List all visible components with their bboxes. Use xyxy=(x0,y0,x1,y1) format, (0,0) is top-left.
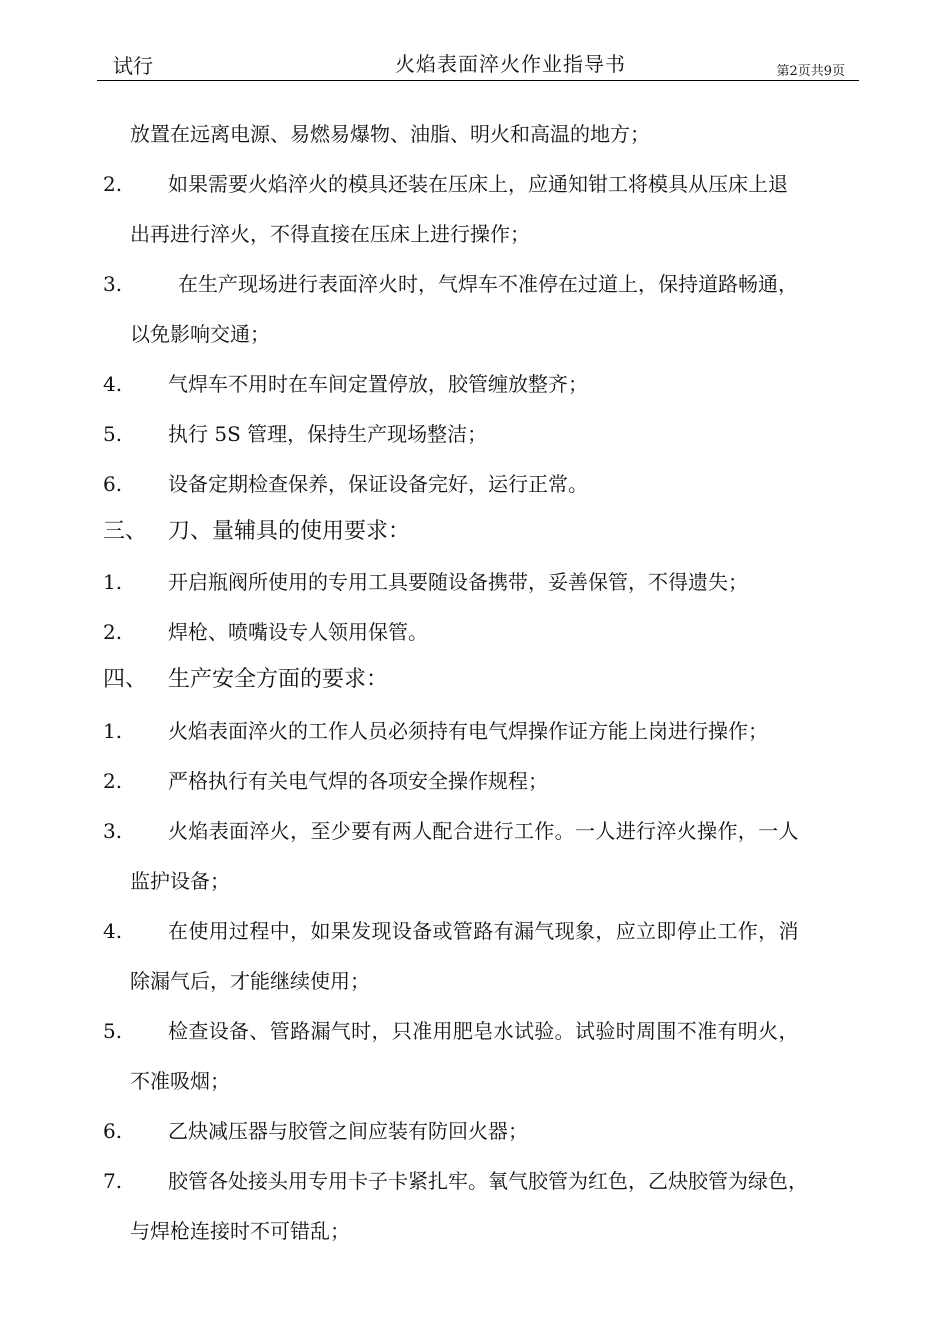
item-number: 1. xyxy=(103,570,123,594)
continuation-text: 除漏气后，才能继续使用； xyxy=(130,969,370,993)
continuation-text: 不准吸烟； xyxy=(130,1069,230,1093)
list-item xyxy=(0,364,950,404)
item-text: 火焰表面淬火的工作人员必须持有电气焊操作证方能上岗进行操作； xyxy=(168,719,768,743)
trial-label: 试行 xyxy=(113,54,153,78)
item-number: 6. xyxy=(103,1119,123,1143)
body-line xyxy=(0,1211,950,1251)
item-number: 4. xyxy=(103,919,123,943)
list-item xyxy=(0,164,950,204)
list-item xyxy=(0,911,950,951)
item-text: 如果需要火焰淬火的模具还装在压床上，应通知钳工将模具从压床上退 xyxy=(168,172,788,196)
item-text: 执行 5S 管理，保持生产现场整洁； xyxy=(168,422,488,446)
item-number: 3. xyxy=(103,272,123,296)
item-text: 严格执行有关电气焊的各项安全操作规程； xyxy=(168,769,548,793)
item-number: 4. xyxy=(103,372,123,396)
body-line xyxy=(0,114,950,154)
page-header xyxy=(97,44,859,81)
list-item xyxy=(0,464,950,504)
continuation-text: 以免影响交通； xyxy=(130,322,270,346)
item-number: 5. xyxy=(103,422,123,446)
item-number: 5. xyxy=(103,1019,123,1043)
document-title: 火焰表面淬火作业指导书 xyxy=(395,52,626,76)
body-line xyxy=(0,214,950,254)
continuation-text: 监护设备； xyxy=(130,869,230,893)
continuation-text: 出再进行淬火，不得直接在压床上进行操作； xyxy=(130,222,530,246)
item-number: 2. xyxy=(103,172,123,196)
page-number: 第2页共9页 xyxy=(776,64,845,79)
section-title: 生产安全方面的要求： xyxy=(168,667,389,692)
body-line xyxy=(0,861,950,901)
section-number: 四、 xyxy=(103,667,148,692)
body-line xyxy=(0,961,950,1001)
body-line xyxy=(0,1061,950,1101)
item-text: 乙炔减压器与胶管之间应装有防回火器； xyxy=(168,1119,528,1143)
list-item xyxy=(0,761,950,801)
item-number: 3. xyxy=(103,819,123,843)
continuation-text: 放置在远离电源、易燃易爆物、油脂、明火和高温的地方； xyxy=(130,122,650,146)
list-item xyxy=(0,711,950,751)
section-heading xyxy=(0,512,950,552)
item-text: 焊枪、喷嘴设专人领用保管。 xyxy=(168,620,428,644)
section-number: 三、 xyxy=(103,519,148,544)
continuation-text: 与焊枪连接时不可错乱； xyxy=(130,1219,350,1243)
item-number: 2. xyxy=(103,769,123,793)
body-line xyxy=(0,314,950,354)
item-text: 在使用过程中，如果发现设备或管路有漏气现象，应立即停止工作，消 xyxy=(168,919,799,943)
list-item xyxy=(0,414,950,454)
item-text: 火焰表面淬火，至少要有两人配合进行工作。一人进行淬火操作，一人 xyxy=(168,819,799,843)
list-item xyxy=(0,612,950,652)
item-text: 气焊车不用时在车间定置停放，胶管缠放整齐； xyxy=(168,372,588,396)
list-item xyxy=(0,811,950,851)
item-text: 开启瓶阀所使用的专用工具要随设备携带，妥善保管，不得遗失； xyxy=(168,570,748,594)
item-number: 1. xyxy=(103,719,123,743)
list-item xyxy=(0,1111,950,1151)
list-item xyxy=(0,1161,950,1201)
item-text: 胶管各处接头用专用卡子卡紧扎牢。氧气胶管为红色，乙炔胶管为绿色， xyxy=(168,1169,808,1193)
item-text: 在生产现场进行表面淬火时，气焊车不准停在过道上，保持道路畅通， xyxy=(178,272,798,296)
item-text: 设备定期检查保养，保证设备完好，运行正常。 xyxy=(168,472,588,496)
item-number: 6. xyxy=(103,472,123,496)
section-heading xyxy=(0,660,950,700)
list-item xyxy=(0,264,950,304)
item-number: 7. xyxy=(103,1169,123,1193)
item-text: 检查设备、管路漏气时，只准用肥皂水试验。试验时周围不准有明火， xyxy=(168,1019,799,1043)
list-item xyxy=(0,562,950,602)
item-number: 2. xyxy=(103,620,123,644)
list-item xyxy=(0,1011,950,1051)
section-title: 刀、量辅具的使用要求： xyxy=(168,519,411,544)
